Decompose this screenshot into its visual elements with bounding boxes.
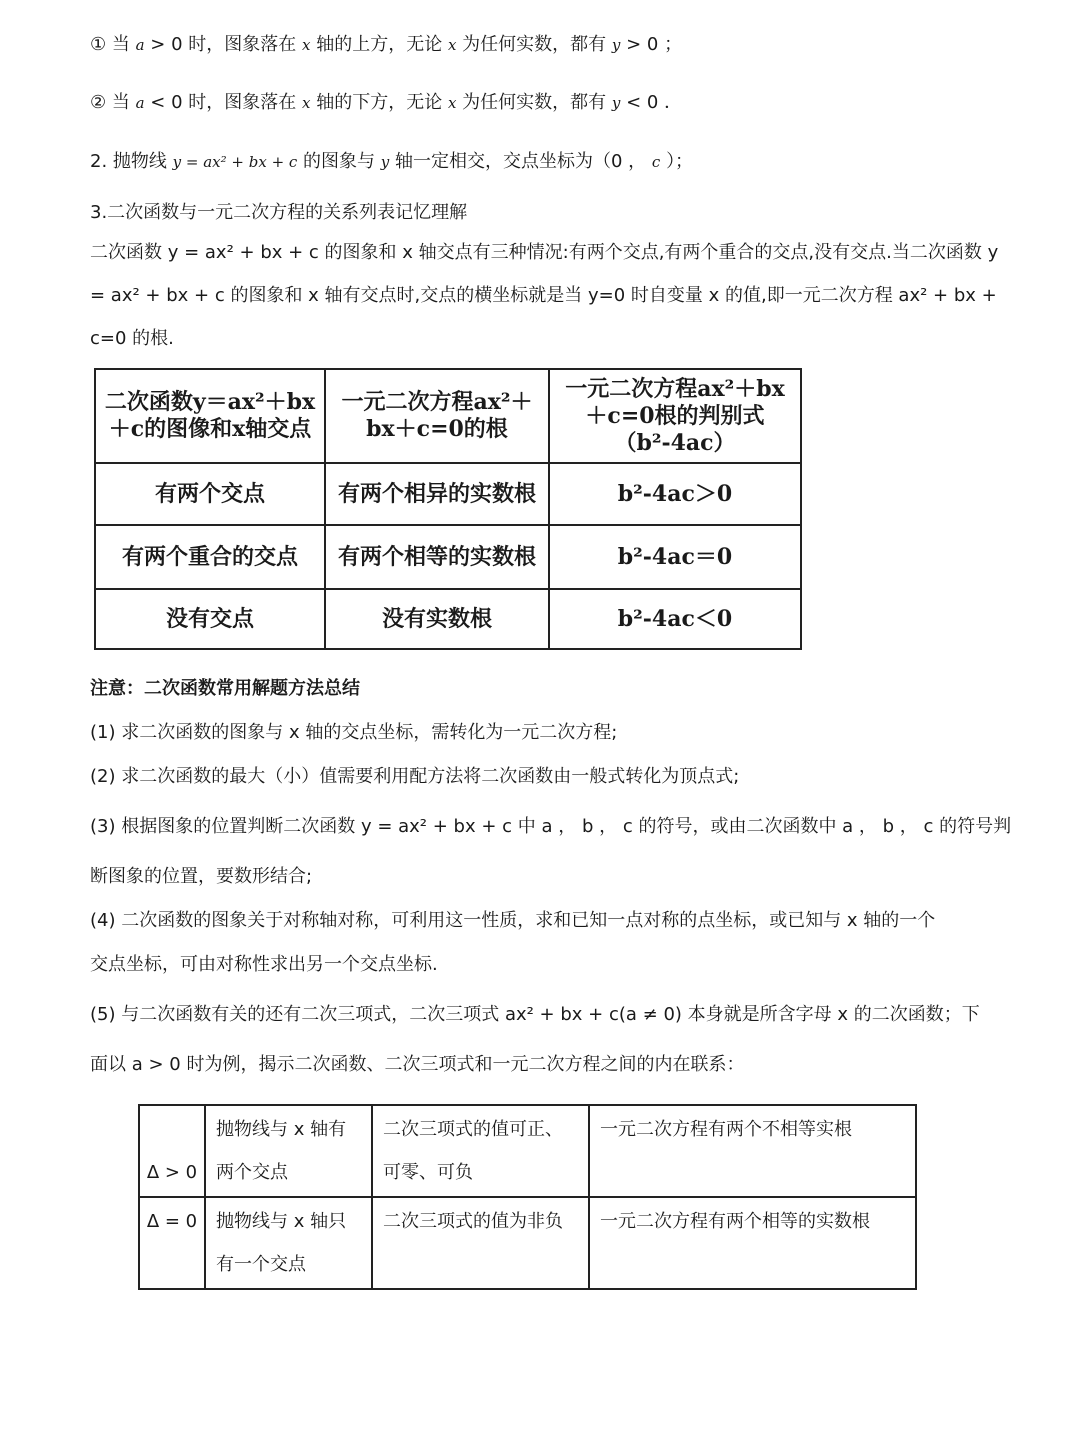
table-cell: 二次三项式的值为非负 [372, 1197, 589, 1289]
note-item-4-cont: 交点坐标，可由对称性求出另一个交点坐标. [90, 954, 438, 975]
table-row [139, 1105, 916, 1197]
table-row [95, 589, 801, 649]
table-cell: b²-4ac＞0 [549, 463, 801, 525]
table-cell: 没有实数根 [325, 589, 549, 649]
condition-a-negative: ② 当 a < 0 时，图象落在 x 轴的下方，无论 x 为任何实数，都有 y < 0 ． [90, 92, 683, 113]
table-cell: 一元二次方程有两个相等的实数根 [589, 1197, 916, 1289]
discriminant-table [94, 368, 802, 650]
table-row [95, 525, 801, 589]
note-item-5-cont: 面以 a > 0 时为例，揭示二次函数、二次三项式和一元二次方程之间的内在联系： [90, 1054, 745, 1075]
header-cell: 一元二次方程ax²＋bx＋c=0根的判别式（b²-4ac） [549, 369, 801, 463]
delta-cell: Δ > 0 [139, 1105, 205, 1197]
table-cell: 有两个相等的实数根 [325, 525, 549, 589]
table-cell: b²-4ac＝0 [549, 525, 801, 589]
condition-a-positive: ① 当 a > 0 时，图象落在 x 轴的上方，无论 x 为任何实数，都有 y > 0 ； [90, 34, 683, 55]
note-item-2: (2) 求二次函数的最大（小）值需要利用配方法将二次函数由一般式转化为顶点式; [90, 766, 740, 787]
table-cell: 有两个相异的实数根 [325, 463, 549, 525]
note-item-5: (5) 与二次函数有关的还有二次三项式，二次三项式 ax² + bx + c(a ≠ 0) 本身就是所含字母 x 的二次函数；下 [90, 1004, 980, 1025]
table-cell: 一元二次方程有两个不相等实根 [589, 1105, 916, 1197]
table-cell: b²-4ac＜0 [549, 589, 801, 649]
table-cell: 抛物线与 x 轴只有一个交点 [205, 1197, 372, 1289]
table-cell: 有两个重合的交点 [95, 525, 325, 589]
table-cell: 二次三项式的值可正、可零、可负 [372, 1105, 589, 1197]
table-header-row [95, 369, 801, 463]
note-item-3-cont: 断图象的位置，要数形结合; [90, 866, 313, 887]
note-title: 注意：二次函数常用解题方法总结 [90, 678, 360, 699]
table-cell: 抛物线与 x 轴有两个交点 [205, 1105, 372, 1197]
y-axis-intersection: 2. 抛物线 y = ax² + bx + c 的图象与 y 轴一定相交，交点坐标为（0 ， c ）； [90, 151, 694, 172]
header-cell: 一元二次方程ax²＋bx＋c=0的根 [325, 369, 549, 463]
delta-cell: Δ = 0 [139, 1197, 205, 1289]
table-row [95, 463, 801, 525]
note-item-1: (1) 求二次函数的图象与 x 轴的交点坐标，需转化为一元二次方程; [90, 722, 618, 743]
table-cell: 没有交点 [95, 589, 325, 649]
note-item-3: (3) 根据图象的位置判断二次函数 y = ax² + bx + c 中 a ， b ， c 的符号，或由二次函数中 a ， b ， c 的符号判 [90, 816, 1012, 837]
note-item-4: (4) 二次函数的图象关于对称轴对称，可利用这一性质，求和已知一点对称的点坐标，或已知与 x 轴的一个 [90, 910, 936, 931]
delta-table [138, 1104, 917, 1290]
header-cell: 二次函数y＝ax²＋bx＋c的图像和x轴交点 [95, 369, 325, 463]
section-heading: 3.二次函数与一元二次方程的关系列表记忆理解 [90, 202, 468, 223]
table-cell: 有两个交点 [95, 463, 325, 525]
table-row [139, 1197, 916, 1289]
relation-paragraph: 二次函数 y = ax² + bx + c 的图象和 x 轴交点有三种情况:有两个交点,有两个重合的交点,没有交点.当二次函数 y = ax² + bx + c 的图象和 x 轴有交点时,交点的横坐标就是当 y=0 时自变量 x 的值,即一元二次方程 ax² + bx + c=0 的根. [90, 242, 999, 349]
